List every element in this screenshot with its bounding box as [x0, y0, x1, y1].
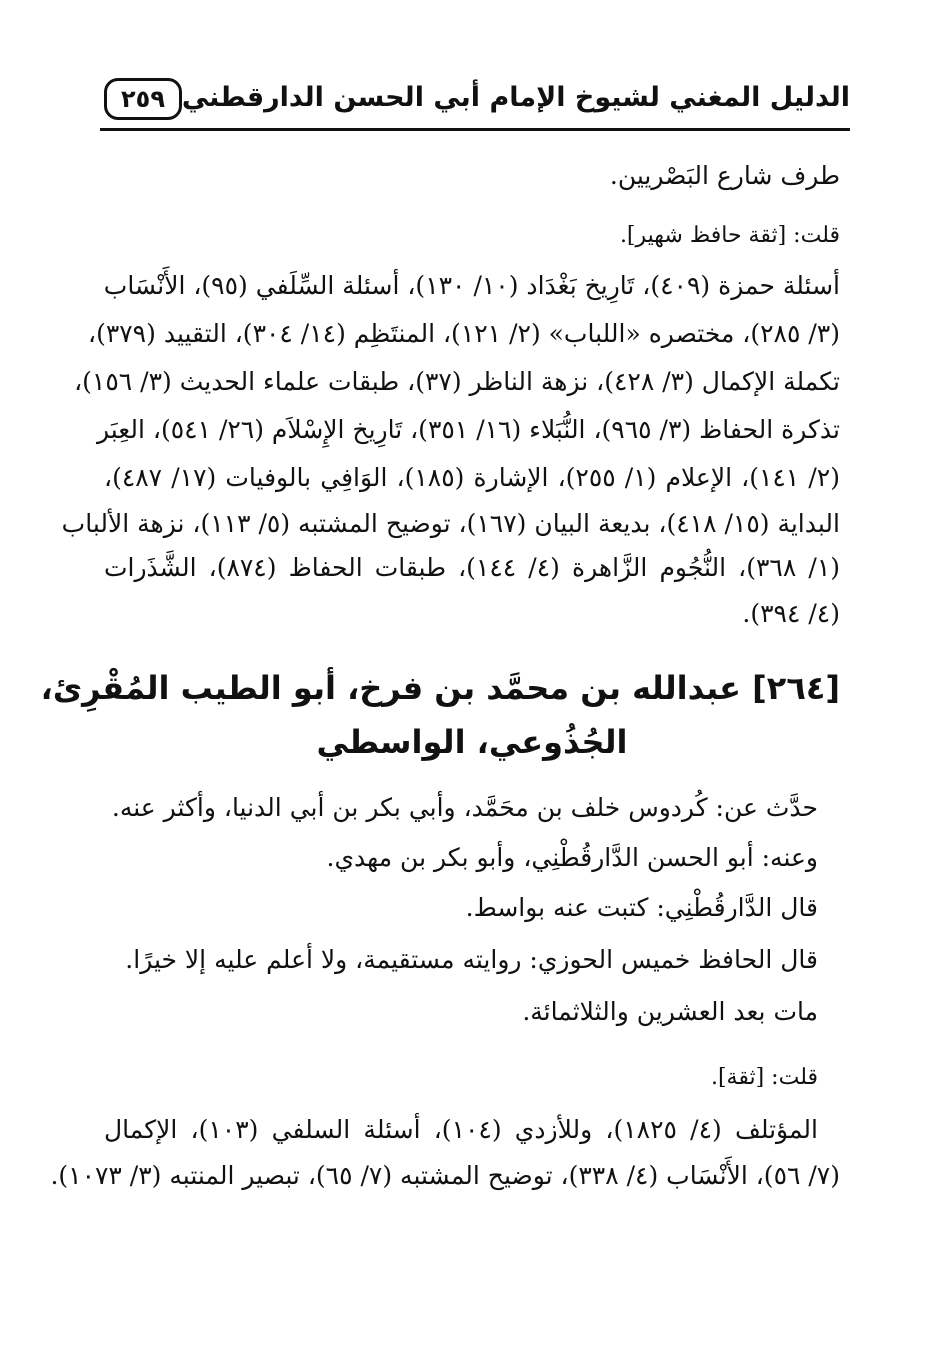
- entry-heading-cont: الجُذُوعي، الواسطي: [316, 723, 628, 761]
- source-line: (١/ ٣٦٨)، النُّجُوم الزَّاهرة (٤/ ١٤٤)، طبقات الحفاظ (٨٧٤)، الشَّذَرات: [104, 553, 841, 582]
- entry-heading: [٢٦٤] عبدالله بن محمَّد بن فرخ، أبو الطيب المُقْرِئ،: [40, 669, 840, 707]
- source-line: تذكرة الحفاظ (٣/ ٩٦٥)، النُّبَلاء (١٦/ ٣٥١)، تَارِيخ الإِسْلاَم (٢٦/ ٥٤١)، العِبَر: [96, 415, 840, 444]
- entry-line: حدَّث عن: كُردوس خلف بن محَمَّد، وأبي بكر بن أبي الدنيا، وأكثر عنه.: [111, 793, 818, 822]
- running-title: الدليل المغني لشيوخ الإمام أبي الحسن الدارقطني: [181, 82, 850, 113]
- source-line: (٢/ ١٤١)، الإعلام (١/ ٢٥٥)، الإشارة (١٨٥)، الوَافِي بالوفيات (١٧/ ٤٨٧)،: [104, 463, 840, 492]
- prev-entry-verdict: قلت: [ثقة حافظ شهير].: [619, 223, 840, 248]
- page-header: [100, 70, 850, 134]
- source-line: المؤتلف (٤/ ١٨٢٥)، وللأزدي (١٠٤)، أسئلة السلفي (١٠٣)، الإكمال: [104, 1115, 818, 1144]
- entry-line: قال الدَّارقُطْنِي: كتبت عنه بواسط.: [465, 893, 818, 922]
- source-line: أسئلة حمزة (٤٠٩)، تَارِيخ بَغْدَاد (١٠/ ١٣٠)، أسئلة السِّلَفي (٩٥)، الأَنْسَاب: [103, 271, 840, 300]
- entry-line: مات بعد العشرين والثلاثمائة.: [522, 997, 818, 1026]
- prev-entry-continuation: طرف شارع البَصْريين.: [609, 161, 840, 190]
- source-line: (٣/ ٢٨٥)، مختصره «اللباب» (٢/ ١٢١)، المنتَظِم (١٤/ ٣٠٤)، التقييد (٣٧٩)،: [88, 319, 840, 348]
- source-line: (٤/ ٣٩٤).: [742, 599, 840, 628]
- entry-verdict: قلت: [ثقة].: [710, 1065, 818, 1090]
- entry-line: قال الحافظ خميس الحوزي: روايته مستقيمة، ولا أعلم عليه إلا خيرًا.: [125, 945, 818, 974]
- entry-line: وعنه: أبو الحسن الدَّارقُطْنِي، وأبو بكر بن مهدي.: [326, 843, 818, 872]
- source-line: البداية (١٥/ ٤١٨)، بديعة البيان (١٦٧)، توضيح المشتبه (٥/ ١١٣)، نزهة الألباب: [61, 509, 840, 538]
- source-line: (٧/ ٥٦)، الأَنْسَاب (٤/ ٣٣٨)، توضيح المشتبه (٧/ ٦٥)، تبصير المنتبه (٣/ ١٠٧٣).: [50, 1161, 840, 1190]
- source-line: تكملة الإكمال (٣/ ٤٢٨)، نزهة الناظر (٣٧)، طبقات علماء الحديث (٣/ ١٥٦)،: [74, 367, 840, 396]
- header-rule: [100, 128, 850, 131]
- page-number: ٢٥٩: [104, 78, 182, 120]
